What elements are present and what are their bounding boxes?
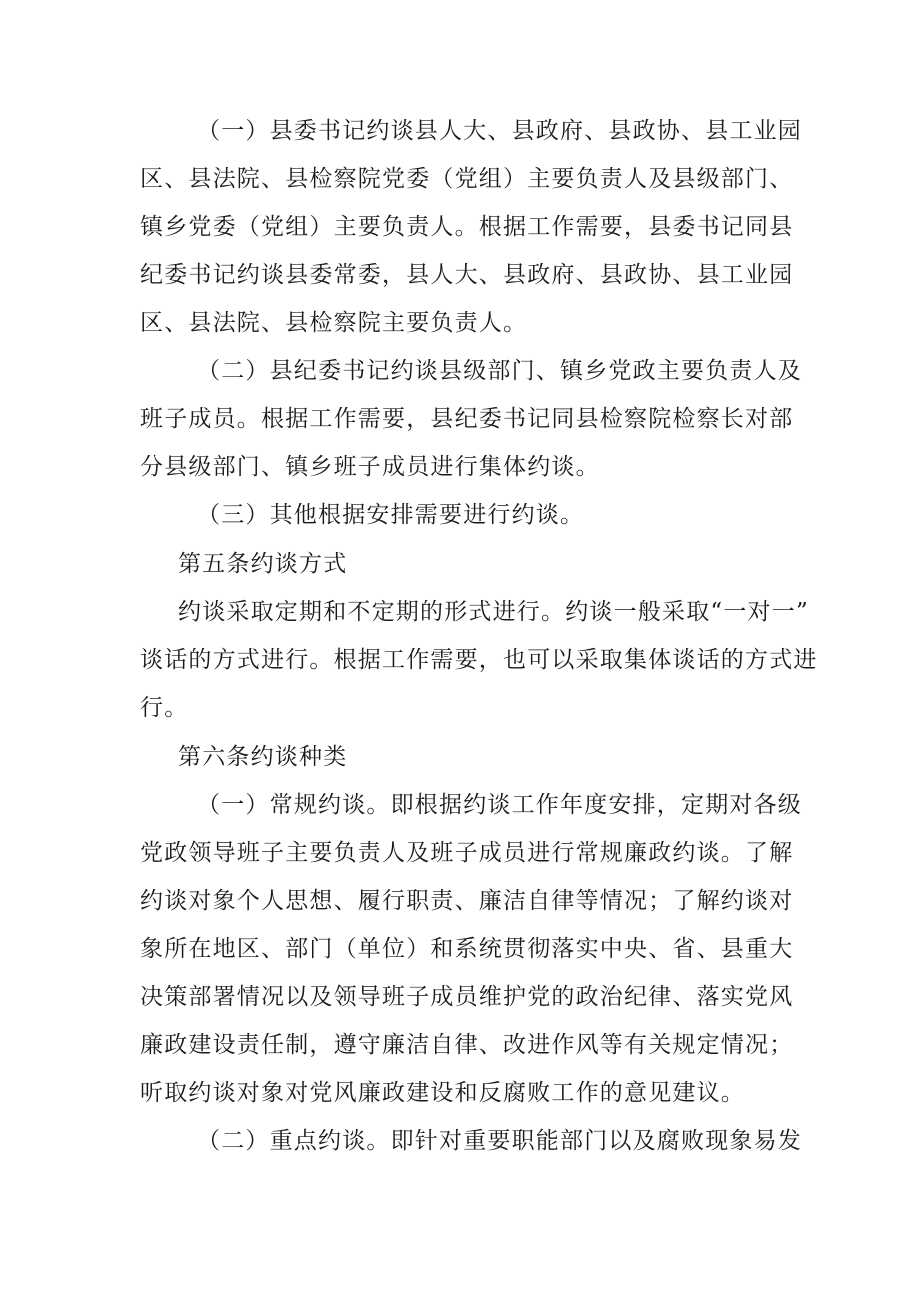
text-line: 决策部署情况以及领导班子成员维护党的政治纪律、落实党风 — [140, 984, 794, 1010]
text-line: 听取约谈对象对党风廉政建设和反腐败工作的意见建议。 — [140, 1080, 745, 1106]
text-line: 区、县法院、县检察院党委（党组）主要负责人及县级部门、 — [140, 166, 794, 192]
text-line: 纪委书记约谈县委常委，县人大、县政府、县政协、县工业园 — [140, 262, 794, 288]
text-line: （一）县委书记约谈县人大、县政府、县政协、县工业园 — [197, 118, 802, 144]
text-line: 廉政建设责任制，遵守廉洁自律、改进作风等有关规定情况； — [140, 1032, 794, 1058]
text-line: 分县级部门、镇乡班子成员进行集体约谈。 — [140, 454, 600, 480]
text-line: （三）其他根据安排需要进行约谈。 — [197, 502, 585, 528]
text-line: 班子成员。根据工作需要，县纪委书记同县检察院检察长对部 — [140, 406, 794, 432]
text-line: 谈话的方式进行。根据工作需要，也可以采取集体谈话的方式进 — [140, 647, 818, 673]
text-line: 行。 — [140, 695, 189, 721]
section-heading: 第六条约谈种类 — [178, 744, 348, 770]
text-line: （一）常规约谈。即根据约谈工作年度安排，定期对各级 — [197, 792, 802, 818]
text-line: 约谈对象个人思想、履行职责、廉洁自律等情况；了解约谈对 — [140, 888, 794, 914]
text-line: 党政领导班子主要负责人及班子成员进行常规廉政约谈。了解 — [140, 840, 794, 866]
text-line: 镇乡党委（党组）主要负责人。根据工作需要，县委书记同县 — [140, 214, 794, 240]
text-line: 象所在地区、部门（单位）和系统贯彻落实中央、省、县重大 — [140, 936, 794, 962]
text-line: 约谈采取定期和不定期的形式进行。约谈一般采取“一对一” — [178, 599, 809, 625]
section-heading: 第五条约谈方式 — [178, 551, 348, 577]
text-line: （二）重点约谈。即针对重要职能部门以及腐败现象易发 — [197, 1128, 802, 1154]
text-line: （二）县纪委书记约谈县级部门、镇乡党政主要负责人及 — [197, 358, 802, 384]
text-line: 区、县法院、县检察院主要负责人。 — [140, 310, 528, 336]
